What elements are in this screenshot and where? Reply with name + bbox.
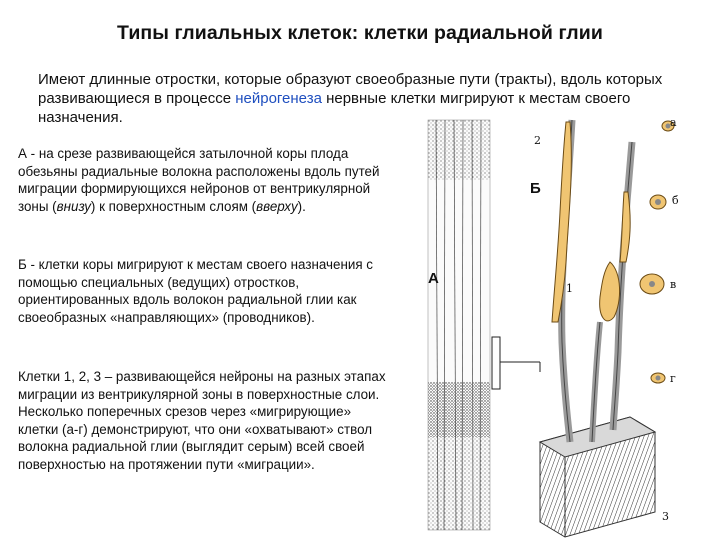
neurogenesis-link[interactable]: нейрогенеза xyxy=(235,90,322,107)
page-title: Типы глиальных клеток: клетки радиальной глии xyxy=(117,22,603,44)
figure-letter-b: б xyxy=(672,194,679,207)
radial-glia-illustration xyxy=(400,112,720,540)
paragraph-a-text-2: ) к поверхностным слоям ( xyxy=(90,198,257,214)
figure-number-2: 2 xyxy=(534,134,541,147)
figure-label-a: А xyxy=(428,270,439,287)
intro-part-2: нервные клетки мигрируют к местам своего назначения. xyxy=(38,90,631,126)
radial-fibers-panel xyxy=(540,120,677,537)
paragraph-b: Б - клетки коры мигрируют к местам своего назначения с помощью специальных (ведущих) отростков, ориентированных вдоль волокон радиальной глии как своеобразных «направляющих» (проводников). xyxy=(18,257,373,325)
cortical-section-strip xyxy=(428,120,540,530)
figure-number-3: 3 xyxy=(662,510,669,523)
paragraph-a-emphasis-below: внизу xyxy=(56,198,91,214)
paragraph-a-emphasis-above: вверху xyxy=(256,198,298,214)
figure-letter-v: в xyxy=(670,278,677,291)
figure-label-b: Б xyxy=(530,180,541,197)
figure-letter-g: г xyxy=(670,372,676,385)
figure-number-1: 1 xyxy=(566,282,573,295)
paragraph-a-text-3: ). xyxy=(297,198,306,214)
paragraph-cells: Клетки 1, 2, 3 – развивающейся нейроны на разных этапах миграции из вентрикулярной зоны в поверхностные слои. Несколько поперечных срезов через «мигрирующие» клетки (а-г) демонстрируют, что они «охватывают» ствол волокна радиальной глии (выглядит серым) всей своей поверхностью на протяжении пути «миграции». xyxy=(18,369,386,472)
radial-glia-figure xyxy=(400,112,720,540)
intro-part-1: Имеют длинные отростки, которые образуют своеобразные пути (тракты), вдоль которых развивающиеся в процессе xyxy=(38,71,663,107)
figure-letter-a: а xyxy=(670,116,677,129)
paragraph-a-text-1: А - на срезе развивающейся затылочной коры плода обезьяны радиальные волокна расположены вдоль путей миграции формирующихся нейронов от вентрикулярной зоны ( xyxy=(18,146,380,214)
paragraph-a xyxy=(18,145,388,215)
